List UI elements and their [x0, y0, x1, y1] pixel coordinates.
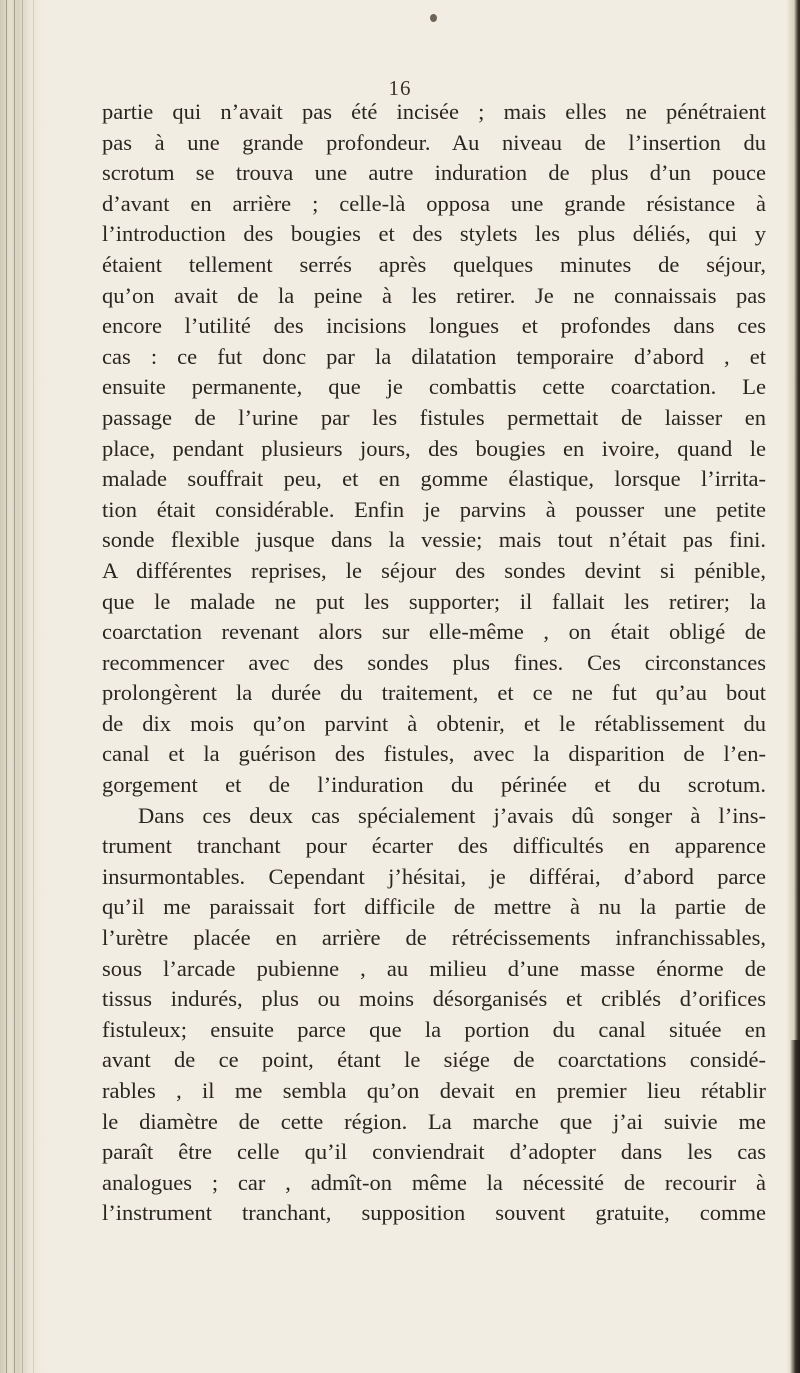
text-line: Dans ces deux cas spécialement j’avais dû songer à l’ins-	[138, 802, 766, 828]
text-line: étaient tellement serrés après quelques minutes de séjour,	[102, 251, 766, 277]
text-line: de dix mois qu’on parvint à obtenir, et le rétablissement du	[102, 710, 766, 736]
text-line: d’avant en arrière ; celle-là opposa une grande résistance à	[102, 190, 766, 216]
text-line: A différentes reprises, le séjour des sondes devint si pénible,	[102, 557, 766, 583]
text-line: l’urètre placée en arrière de rétrécissements infranchissables,	[102, 925, 766, 951]
text-line: analogues ; car , admît-on même la nécessité de recourir à	[102, 1169, 766, 1195]
text-line: place, pendant plusieurs jours, des bougies en ivoire, quand le	[102, 435, 766, 461]
text-line: paraît être celle qu’il conviendrait d’adopter dans les cas	[102, 1139, 766, 1165]
text-line: sous l’arcade pubienne , au milieu d’une masse énorme de	[102, 955, 766, 981]
text-line: trument tranchant pour écarter des difficultés en apparence	[102, 833, 766, 859]
text-line: prolongèrent la durée du traitement, et ce ne fut qu’au bout	[102, 680, 766, 706]
text-line: tion était considérable. Enfin je parvins à pousser une petite	[102, 496, 766, 522]
text-line: canal et la guérison des fistules, avec la disparition de l’en-	[102, 741, 766, 767]
text-line: encore l’utilité des incisions longues et profondes dans ces	[102, 313, 766, 339]
text-line: l’introduction des bougies et des stylets les plus déliés, qui y	[102, 221, 766, 247]
text-line: pas à une grande profondeur. Au niveau de l’insertion du	[102, 129, 766, 155]
paragraph	[102, 801, 766, 1229]
text-line: tissus indurés, plus ou moins désorganisés et criblés d’orifices	[102, 986, 766, 1012]
text-line: ensuite permanente, que je combattis cette coarctation. Le	[102, 374, 766, 400]
binding-crease-line	[14, 0, 15, 1373]
text-line: qu’on avait de la peine à les retirer. Je ne connaissais pas	[102, 282, 766, 308]
text-line: que le malade ne put les supporter; il fallait les retirer; la	[102, 588, 766, 614]
text-line: avant de ce point, étant le siége de coarctations considé-	[102, 1047, 766, 1073]
text-line: scrotum se trouva une autre induration de plus d’un pouce	[102, 160, 766, 186]
binding-crease-line	[33, 0, 34, 1373]
page-right-edge-shadow	[790, 1040, 800, 1373]
ink-speck	[430, 14, 437, 22]
text-line: partie qui n’avait pas été incisée ; mais elles ne pénétraient	[102, 99, 766, 124]
binding-crease-line	[6, 0, 7, 1373]
text-line: qu’il me paraissait fort difficile de mettre à nu la partie de	[102, 894, 766, 920]
text-line: fistuleux; ensuite parce que la portion du canal située en	[102, 1016, 766, 1042]
binding-crease-line	[22, 0, 23, 1373]
text-line: gorgement et de l’induration du périnée et du scrotum.	[102, 772, 766, 798]
text-line: coarctation revenant alors sur elle-même , on était obligé de	[102, 619, 766, 645]
text-line: insurmontables. Cependant j’hésitai, je différai, d’abord parce	[102, 863, 766, 889]
text-line: recommencer avec des sondes plus fines. Ces circonstances	[102, 649, 766, 675]
text-line: l’instrument tranchant, supposition souvent gratuite, comme	[102, 1200, 766, 1226]
text-line: cas : ce fut donc par la dilatation temporaire d’abord , et	[102, 343, 766, 369]
paragraph	[102, 97, 766, 801]
text-line: passage de l’urine par les fistules permettait de laisser en	[102, 404, 766, 430]
page-number: 16	[388, 76, 412, 100]
body-text	[102, 97, 766, 1229]
text-line: malade souffrait peu, et en gomme élastique, lorsque l’irrita-	[102, 466, 766, 492]
text-line: le diamètre de cette région. La marche que j’ai suivie me	[102, 1108, 766, 1134]
text-line: sonde flexible jusque dans la vessie; mais tout n’était pas fini.	[102, 527, 766, 553]
text-line: rables , il me sembla qu’on devait en premier lieu rétablir	[102, 1078, 766, 1103]
